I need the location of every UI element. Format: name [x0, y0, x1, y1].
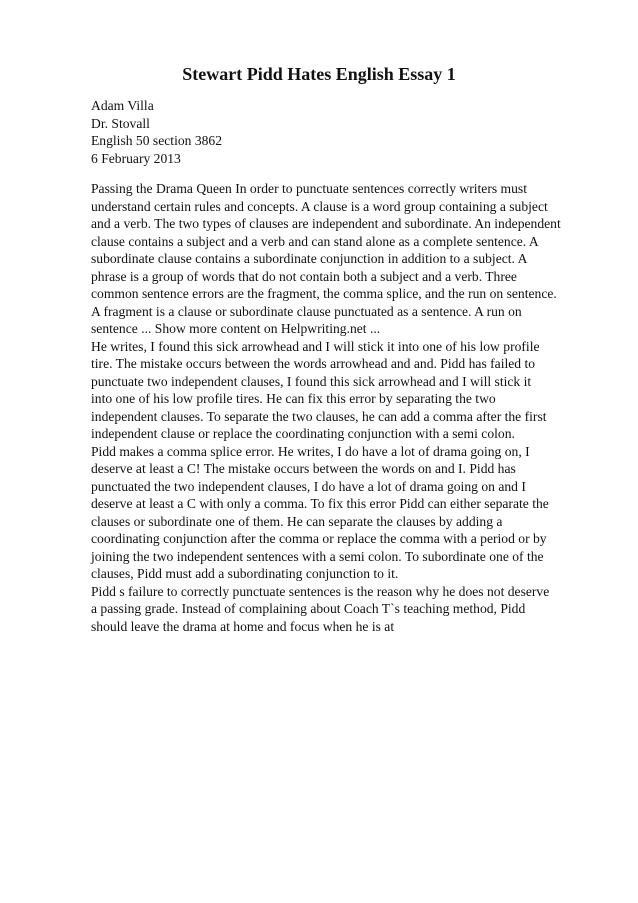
text-line: a passing grade. Instead of complaining about Coach T`s teaching method, Pidd — [91, 601, 526, 616]
text-line: sentence ... Show more content on Helpwriting.net ... — [91, 321, 381, 336]
author-name: Adam Villa — [91, 98, 154, 113]
text-line: punctuate two independent clauses, I found this sick arrowhead and I will stick it — [91, 373, 532, 389]
text-line: tire. The mistake occurs between the words arrowhead and and. Pidd has failed to — [91, 356, 536, 371]
text-line: independent clause or replace the coordinating conjunction with a semi colon. — [91, 426, 515, 441]
text-line: understand certain rules and concepts. A clause is a word group containing a subject — [91, 198, 548, 214]
text-line: and a verb. The two types of clauses are independent and subordinate. An independent — [91, 216, 561, 231]
text-line: Pidd s failure to correctly punctuate sentences is the reason why he does not deserve — [91, 583, 550, 599]
paragraph-3 — [91, 443, 611, 583]
text-line: joining the two independent sentences with a semi colon. To subordinate one of the — [91, 548, 544, 564]
text-line: clauses or subordinate one of them. He can separate the clauses by adding a — [91, 513, 503, 529]
text-line: A fragment is a clause or subordinate clause punctuated as a sentence. A run on — [91, 303, 522, 319]
text-line: He writes, I found this sick arrowhead and I will stick it into one of his low profile — [91, 338, 540, 354]
text-line: Passing the Drama Queen In order to punctuate sentences correctly writers must — [91, 181, 527, 196]
text-line: into one of his low profile tires. He can fix this error by separating the two — [91, 391, 496, 406]
essay-date: 6 February 2013 — [91, 150, 181, 166]
paragraph-2 — [91, 338, 611, 443]
instructor-name: Dr. Stovall — [91, 115, 150, 131]
essay-body — [91, 180, 611, 635]
text-line: punctuated the two independent clauses, I do have a lot of drama going on and I — [91, 478, 526, 494]
text-line: deserve at least a C! The mistake occurs between the words on and I. Pidd has — [91, 461, 516, 476]
text-line: subordinate clause contains a subordinate conjunction in addition to a subject. A — [91, 251, 528, 266]
essay-header — [91, 97, 611, 167]
text-line: deserve at least a C with only a comma. To fix this error Pidd can either separate the — [91, 496, 549, 511]
essay-title: Stewart Pidd Hates English Essay 1 — [182, 64, 456, 84]
paragraph-4 — [91, 583, 611, 636]
text-line: Pidd makes a comma splice error. He writes, I do have a lot of drama going on, I — [91, 443, 530, 459]
text-line: phrase is a group of words that do not contain both a subject and a verb. Three — [91, 268, 517, 284]
text-line: common sentence errors are the fragment, the comma splice, and the run on sentence. — [91, 286, 557, 301]
paragraph-1 — [91, 180, 611, 338]
text-line: independent clauses. To separate the two clauses, he can add a comma after the first — [91, 408, 547, 424]
course-info: English 50 section 3862 — [91, 133, 223, 148]
text-line: coordinating conjunction after the comma or replace the comma with a period or by — [91, 531, 547, 546]
text-line: clauses, Pidd must add a subordinating conjunction to it. — [91, 566, 399, 581]
text-line: clause contains a subject and a verb and can stand alone as a complete sentence. A — [91, 233, 539, 249]
text-line: should leave the drama at home and focus when he is at — [91, 618, 395, 634]
